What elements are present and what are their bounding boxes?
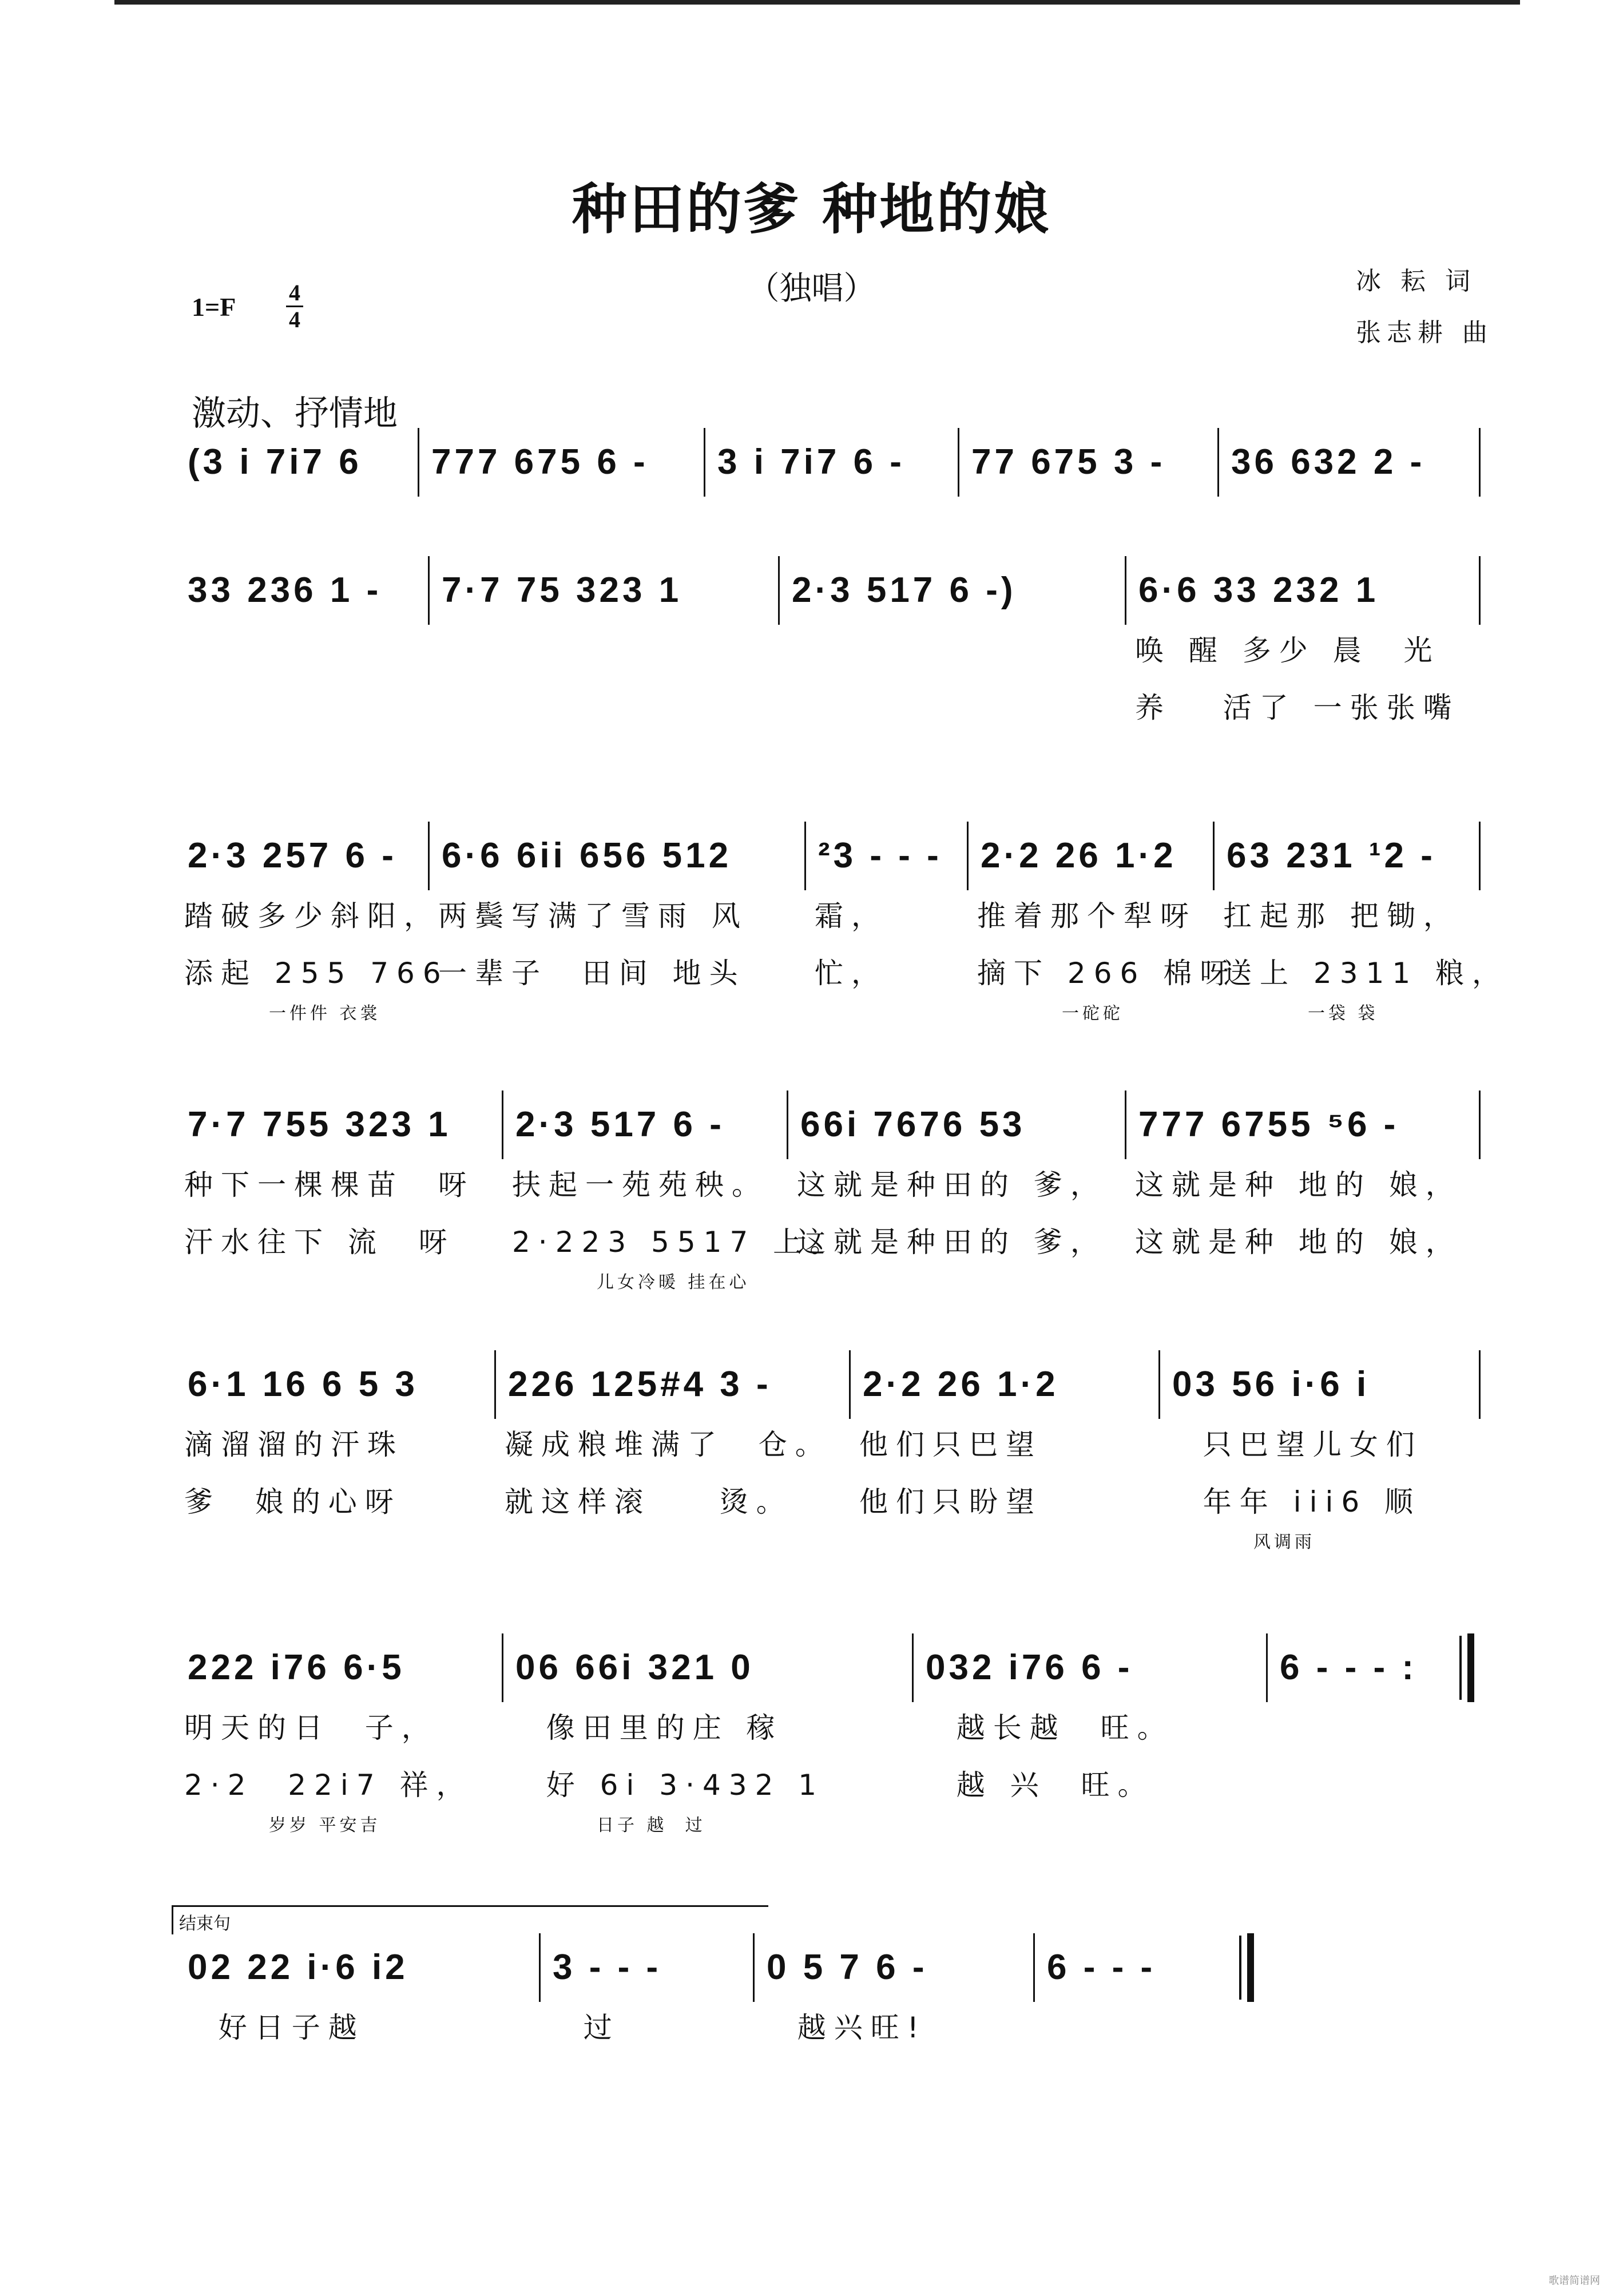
measure: [790, 1096, 1125, 1259]
lyric-verse-2: 2·2 22i7 祥，: [184, 1768, 473, 1802]
barline: [1125, 1090, 1126, 1159]
lyric-verse-1: 只巴望儿女们: [1169, 1428, 1423, 1461]
measure: [177, 1639, 502, 1835]
jianpu-notes: 222 i76 6·5: [188, 1648, 405, 1687]
measure: [177, 1096, 502, 1259]
lyric-verse-1: 好日子越: [184, 2011, 365, 2044]
jianpu-notes: 032 i76 6 -: [926, 1648, 1133, 1687]
jianpu-notes: 66i 7676 53: [800, 1105, 1026, 1144]
jianpu-notes: 2·3 517 6 -: [515, 1105, 725, 1144]
measure: [498, 1356, 849, 1518]
measure: [970, 827, 1237, 1024]
lyric-verse-2: 汗水往下 流 呀: [184, 1226, 455, 1259]
jianpu-notes: 0 5 7 6 -: [767, 1948, 928, 1987]
measure: [431, 827, 804, 990]
time-signature: [286, 280, 303, 332]
barline: [502, 1090, 503, 1159]
lyric-verse-1: 像田里的庄 稼: [512, 1711, 783, 1744]
barline: [1479, 1350, 1481, 1419]
lyric-verse-1: 明天的日 子，: [184, 1711, 438, 1744]
time-bottom: 4: [289, 307, 300, 332]
barline: [428, 822, 430, 890]
lyricist: 冰 耘 词: [1356, 267, 1476, 296]
lyric-small-text: 日子 越 过: [597, 1815, 706, 1835]
barline: [958, 428, 959, 497]
watermark: 歌谱简谱网: [1549, 2275, 1600, 2287]
lyric-verse-2: 这就是种田的 爹，: [797, 1226, 1107, 1259]
measure: [505, 1639, 912, 1835]
measure: [421, 434, 704, 491]
barline: [1213, 822, 1215, 890]
jianpu-notes: (3 i 7i7 6: [188, 442, 362, 482]
jianpu-notes: 2·2 26 1·2: [863, 1365, 1059, 1404]
lyric-small-text: 一砣砣: [1062, 1004, 1124, 1024]
barline: [1247, 1933, 1254, 2002]
jianpu-notes: 6 - - - :: [1280, 1648, 1417, 1687]
jianpu-notes: 63 231 ¹2 -: [1227, 836, 1436, 875]
measure: [431, 562, 778, 619]
jianpu-notes: 02 22 i·6 i2: [188, 1948, 408, 1987]
measure: [177, 827, 449, 1024]
barline: [1158, 1350, 1160, 1419]
lyric-verse-2: 摘下 266 棉呀: [977, 957, 1237, 990]
measure: [1221, 434, 1479, 491]
lyric-small-text: 一袋 袋: [1308, 1004, 1379, 1024]
measure: [808, 827, 967, 990]
measure: [961, 434, 1217, 491]
jianpu-notes: 226 125#4 3 -: [508, 1365, 772, 1404]
measure: [1128, 1096, 1479, 1259]
lyric-verse-1: 过: [549, 2011, 620, 2044]
lyric-verse-1: 越长越 旺。: [922, 1711, 1174, 1744]
lyric-verse-1: 推着那个犁呀: [977, 899, 1197, 933]
lyric-verse-1: 霜，: [815, 899, 888, 933]
jianpu-notes: 6·1 16 6 5 3: [188, 1365, 418, 1404]
lyric-small-text: 儿女冷暖 挂在心: [597, 1272, 750, 1292]
lyric-verse-2: 2·223 5517 上。: [512, 1226, 847, 1259]
barline: [1479, 556, 1481, 625]
barline: [1033, 1933, 1035, 2002]
measure: [1162, 1356, 1479, 1552]
barline: [778, 556, 780, 625]
jianpu-notes: 36 632 2 -: [1231, 442, 1426, 482]
measure: [542, 1939, 753, 2044]
jianpu-notes: 3 i 7i7 6 -: [717, 442, 905, 482]
lyric-verse-1: 越兴旺!: [763, 2011, 927, 2044]
lyric-verse-1: 踏破多少斜阳，: [184, 899, 441, 933]
measure: [1037, 1939, 1247, 1996]
jianpu-notes: 6·6 6ii 656 512: [442, 836, 732, 875]
lyric-verse-2: 忙，: [815, 957, 888, 990]
lyric-verse-1: 滴溜溜的汗珠: [184, 1428, 404, 1461]
jianpu-notes: 2·3 257 6 -: [188, 836, 397, 875]
barline: [418, 428, 419, 497]
lyric-verse-2: 他们只盼望: [859, 1485, 1042, 1518]
lyric-verse-1: 两鬓写满了雪雨 风: [438, 899, 748, 933]
lyric-verse-2: 爹 娘的心呀: [184, 1485, 402, 1518]
time-top: 4: [289, 280, 300, 306]
barline: [1125, 556, 1126, 625]
measure: [177, 1356, 494, 1518]
jianpu-notes: 06 66i 321 0: [515, 1648, 754, 1687]
lyric-verse-2: 好 6i 3·432 1: [512, 1768, 825, 1802]
lyric-verse-2: 越 兴 旺。: [922, 1768, 1154, 1802]
jianpu-notes: 2·2 26 1·2: [981, 836, 1177, 875]
jianpu-notes: 7·7 75 323 1: [442, 570, 682, 610]
barline: [1479, 822, 1481, 890]
lyric-verse-1: 这就是种 地的 娘，: [1135, 1168, 1462, 1201]
lyric-small-text: 风调雨: [1253, 1532, 1315, 1552]
barline: [1479, 428, 1481, 497]
jianpu-notes: 6·6 33 232 1: [1138, 570, 1379, 610]
song-title: 种田的爹 种地的娘: [572, 177, 1051, 241]
lyric-verse-1: 种下一棵棵苗 呀: [184, 1168, 475, 1201]
jianpu-notes: 33 236 1 -: [188, 570, 382, 610]
barline: [1467, 1633, 1474, 1702]
measure: [756, 1939, 1033, 2044]
lyric-verse-2: 添起 255 766: [184, 957, 449, 990]
lyric-verse-2: 养 活了 一张张嘴: [1135, 691, 1460, 724]
composer: 张志耕 曲: [1356, 318, 1493, 347]
barline: [539, 1933, 541, 2002]
measure: [852, 1356, 1158, 1518]
lyric-verse-2: 年年 iii6 顺: [1169, 1485, 1422, 1518]
barline: [1217, 428, 1219, 497]
jianpu-notes: 3 - - -: [553, 1948, 662, 1987]
lyric-verse-1: 他们只巴望: [859, 1428, 1042, 1461]
measure: [177, 562, 428, 619]
tempo-marking: 激动、抒情地: [192, 394, 398, 434]
lyric-small-text: 岁岁 平安吉: [269, 1815, 381, 1835]
barline: [849, 1350, 851, 1419]
barline: [1266, 1633, 1268, 1702]
barline: [494, 1350, 496, 1419]
lyric-verse-2: 这就是种 地的 娘，: [1135, 1226, 1462, 1259]
jianpu-notes: 777 6755 ⁵6 -: [1138, 1105, 1399, 1144]
key-signature: 1=F: [192, 292, 236, 322]
lyric-verse-2: 一辈子 田间 地头: [438, 957, 746, 990]
barline: [428, 556, 430, 625]
lyric-verse-1: 唤 醒 多少 晨 光: [1135, 634, 1441, 667]
measure: [177, 434, 418, 491]
measure: [781, 562, 1125, 619]
jianpu-notes: 777 675 6 -: [431, 442, 649, 482]
jianpu-notes: 6 - - -: [1047, 1948, 1156, 1987]
jianpu-notes: ²3 - - -: [818, 836, 942, 875]
jianpu-notes: 03 56 i·6 i: [1172, 1365, 1370, 1404]
jianpu-notes: 77 675 3 -: [971, 442, 1166, 482]
measure: [1269, 1639, 1467, 1696]
barline: [502, 1633, 503, 1702]
barline: [804, 822, 806, 890]
measure: [505, 1096, 847, 1292]
measure: [1216, 827, 1509, 1024]
barline: [787, 1090, 788, 1159]
top-border: [114, 0, 1520, 5]
measure: [915, 1639, 1266, 1802]
jianpu-notes: 7·7 755 323 1: [188, 1105, 451, 1144]
barline: [967, 822, 969, 890]
barline: [753, 1933, 755, 2002]
lyric-verse-2: 送上 2311 粮，: [1223, 957, 1509, 990]
barline: [1479, 1090, 1481, 1159]
performance-type: （独唱）: [747, 270, 876, 307]
lyric-verse-1: 凝成粮堆满了 仓。: [505, 1428, 832, 1461]
lyric-small-text: 一件件 衣裳: [269, 1004, 381, 1024]
barline: [912, 1633, 914, 1702]
lyric-verse-2: 就这样滚 烫。: [505, 1485, 793, 1518]
lyric-verse-1: 这就是种田的 爹，: [797, 1168, 1107, 1201]
ending-label: 结束句: [172, 1905, 768, 1934]
measure: [707, 434, 958, 491]
lyric-verse-1: 扶起一苑苑秧。: [512, 1168, 768, 1201]
measure: [177, 1939, 539, 2044]
barline: [704, 428, 705, 497]
lyric-verse-1: 扛起那 把锄，: [1223, 899, 1460, 933]
jianpu-notes: 2·3 517 6 -): [792, 570, 1017, 610]
measure: [1128, 562, 1479, 724]
